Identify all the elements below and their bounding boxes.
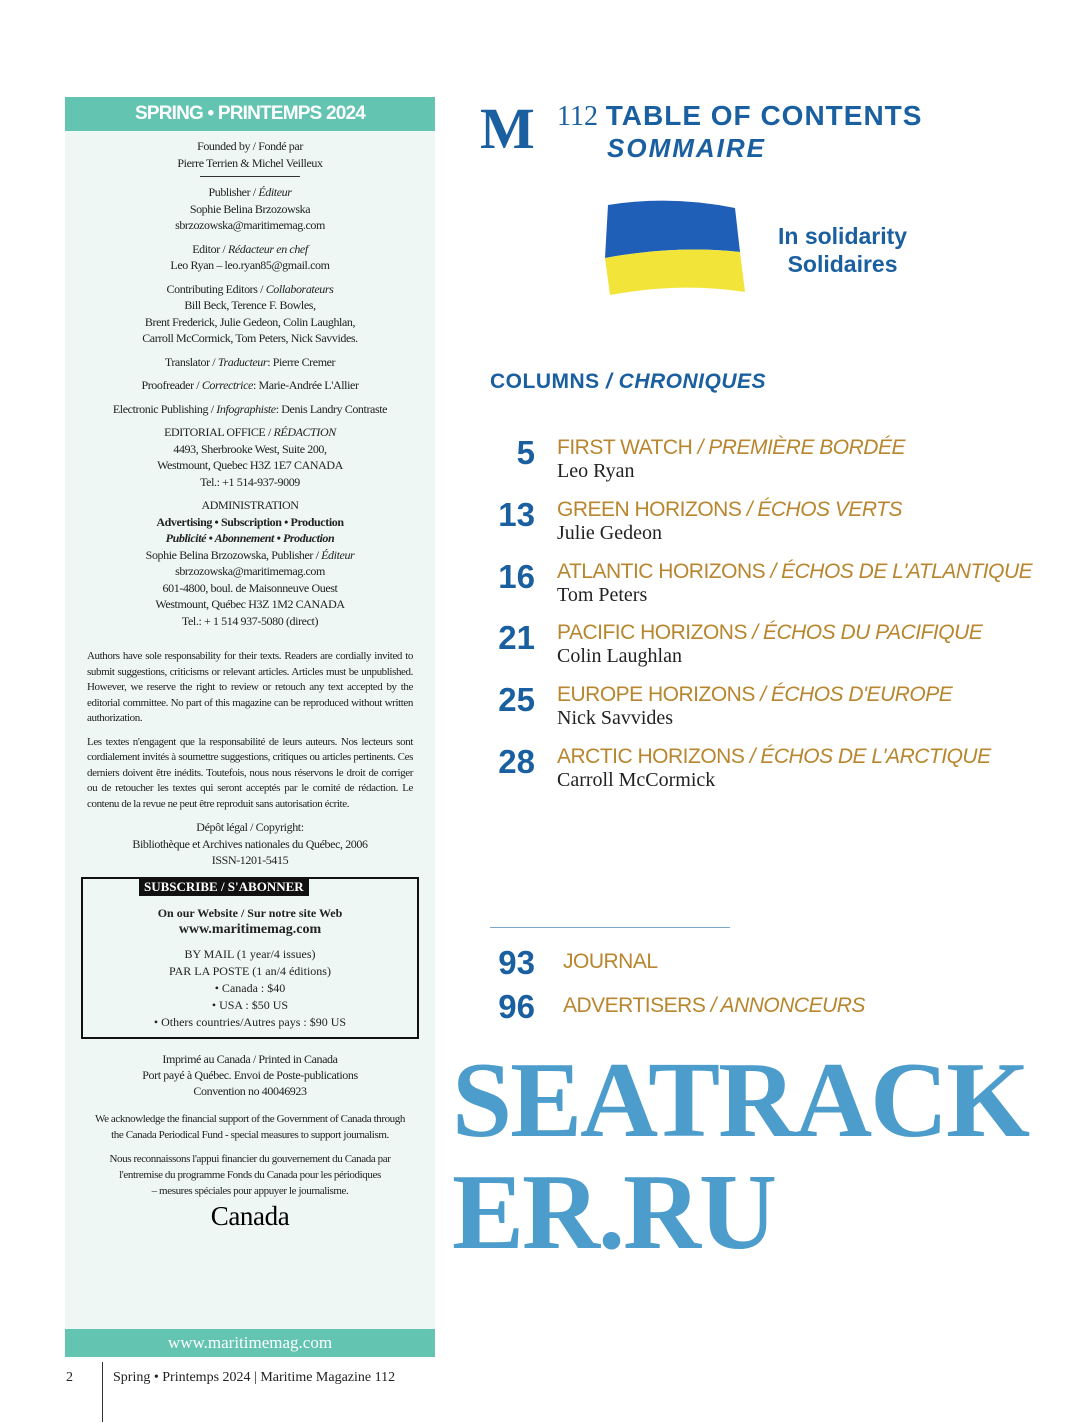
label: Publisher / [208, 185, 259, 199]
value: Sophie Belina Brzozowska, Publisher / [145, 547, 322, 562]
value: Imprimé au Canada / Printed in Canada [162, 1051, 338, 1066]
label: Editor / [192, 241, 228, 256]
value: : Pierre Cremer [267, 354, 336, 369]
heading-en: COLUMNS [490, 370, 600, 393]
toc-entry[interactable] [490, 434, 1050, 494]
label-fr: RÉDACTION [273, 425, 336, 439]
website-link[interactable]: www.maritimemag.com [178, 921, 322, 937]
entry-title [557, 560, 1032, 584]
subscribe-tag: SUBSCRIBE / S'ABONNER [139, 877, 309, 896]
entry-author: Julie Gedeon [557, 522, 662, 544]
divider [490, 927, 730, 928]
label: Electronic Publishing / [112, 401, 217, 416]
label: ADMINISTRATION [201, 498, 299, 512]
value: l'entremise du programme Fonds du Canada pour les périodiques [119, 1168, 381, 1181]
value: Nous reconnaissons l'appui financier du gouvernement du Canada par [109, 1152, 391, 1165]
disclaimer-en: Authors have sole responsability for their texts. Readers are cordially invited to submit suggestions, criticisms or relevant articles. Articles must be unpublished. However, we reserve the right to review or retouch any text accepted by the editorial committee. No part of this magazine can be reproduced without written authorization. [87, 650, 413, 724]
value: Solidaires [787, 251, 898, 277]
price: • Canada : $40 [214, 980, 286, 995]
label: Proofreader / [141, 378, 202, 392]
label: Contributing Editors / [166, 281, 266, 296]
toc-title: TABLE OF CONTENTS [605, 100, 923, 131]
value: Leo Ryan – leo.ryan85@gmail.com [170, 258, 330, 272]
toc-entry[interactable] [490, 496, 1050, 556]
title-en: FIRST WATCH [557, 436, 693, 459]
columns-heading [490, 370, 766, 394]
title-fr: / ÉCHOS D'EUROPE [760, 683, 953, 706]
price: • Others countries/Autres pays : $90 US [153, 1014, 347, 1029]
price: • USA : $50 US [211, 997, 289, 1012]
page-number: 16 [498, 558, 535, 595]
divider [200, 176, 300, 177]
epub-line [65, 401, 435, 418]
label: Translator / [164, 354, 218, 369]
label-fr: Éditeur [258, 185, 292, 199]
label-fr: Collaborateurs [265, 281, 334, 296]
value: the Canada Periodical Fund - special measures to support journalism. [111, 1128, 389, 1141]
value: Pierre Terrien & Michel Veilleux [177, 155, 323, 170]
toc-entry[interactable] [490, 558, 1050, 618]
disclaimer-fr: Les textes n'engagent que la responsabilité de leurs auteurs. Nos lecteurs sont cordialement invités à soumettre suggestions, critiques ou articles pertinents. Ces derniers doivent être inédits. Toutefois, nous nous réservons le droit de corriger ou de retoucher les textes qui seront acceptés par le comité de rédaction. Le contenu de la revue ne peut être reproduit sans autorisation écrite. [87, 735, 413, 810]
office-block [65, 424, 435, 490]
value: Brent Frederick, Julie Gedeon, Colin Laughlan, [144, 314, 356, 329]
value: BY MAIL (1 year/4 issues) [184, 946, 316, 961]
issue-number: 112 [557, 101, 598, 132]
label: On our Website / Sur notre site Web [157, 905, 343, 920]
website-banner[interactable]: www.maritimemag.com [65, 1329, 435, 1357]
page-number: 28 [498, 743, 535, 780]
email: sbrzozowska@maritimemag.com [175, 564, 325, 578]
entry-author: Colin Laughlan [557, 645, 682, 667]
value: We acknowledge the financial support of the Government of Canada through [95, 1112, 405, 1125]
publisher-block [65, 184, 435, 234]
issue-banner: SPRING • PRINTEMPS 2024 [65, 97, 435, 131]
title-en: ARCTIC HORIZONS [557, 745, 745, 768]
entry-author: Leo Ryan [557, 460, 635, 482]
proofreader-line [65, 377, 435, 394]
value: Westmount, Québec H3Z 1M2 CANADA [155, 597, 345, 611]
page-number: 2 [66, 1370, 73, 1385]
toc-entry[interactable] [490, 988, 1050, 1048]
value: 4493, Sherbrooke West, Suite 200, [173, 441, 327, 456]
magazine-logo: M [480, 96, 535, 161]
value: Sophie Belina Brzozowska [189, 201, 311, 216]
value: Bibliothèque et Archives nationales du Québec, 2006 [132, 836, 368, 851]
entry-author: Nick Savvides [557, 707, 674, 729]
translator-line [65, 354, 435, 371]
value: Carroll McCormick, Tom Peters, Nick Savvides. [142, 331, 358, 345]
label-fr: Correctrice [201, 378, 253, 392]
entry-title [563, 994, 865, 1018]
ack-fr [65, 1151, 435, 1199]
label: EDITORIAL OFFICE / [164, 425, 274, 439]
admin-block [65, 497, 435, 629]
printed-block [65, 1051, 435, 1099]
entry-title [557, 436, 905, 460]
toc-entry[interactable] [490, 743, 1050, 803]
value: ISSN-1201-5415 [211, 853, 289, 867]
masthead-sidebar [65, 97, 435, 1357]
value: Bill Beck, Terence F. Bowles, [184, 298, 316, 312]
page-number: 93 [498, 944, 535, 981]
value: : Marie-Andrée L'Allier [252, 378, 359, 392]
page-footer [66, 1370, 395, 1386]
title-en: ATLANTIC HORIZONS [557, 560, 766, 583]
value: Advertising • Subscription • Production [156, 514, 344, 529]
watermark: SEATRACKER.RU [452, 1041, 1029, 1272]
entry-author: Carroll McCormick [557, 769, 716, 791]
page-number: 96 [498, 988, 535, 1025]
title-fr: / ÉCHOS VERTS [746, 498, 903, 521]
title-fr: / ÉCHOS DE L'ARCTIQUE [749, 745, 991, 768]
founders-block [65, 138, 435, 177]
editor-block [65, 241, 435, 274]
title-en: EUROPE HORIZONS [557, 683, 755, 706]
toc-entry[interactable] [490, 619, 1050, 679]
value: : Denis Landry Contraste [275, 401, 388, 416]
ukraine-flag-icon [600, 200, 748, 300]
label-fr: Traducteur [217, 354, 268, 369]
entry-author: Tom Peters [557, 584, 648, 606]
value: Publicité • Abonnement • Production [165, 531, 335, 545]
entry-title [557, 498, 902, 522]
label-fr: Rédacteur en chef [227, 241, 308, 256]
page-number: 21 [498, 619, 535, 656]
title-en: JOURNAL [563, 950, 658, 973]
solidarity-text [778, 222, 907, 278]
value: In solidarity [778, 223, 908, 249]
page-number: 5 [516, 434, 535, 471]
page-number: 25 [498, 681, 535, 718]
value: Tel.: +1 514-937-9009 [200, 474, 300, 489]
title-fr: / PREMIÈRE BORDÉE [697, 436, 905, 459]
entry-title [557, 745, 991, 769]
value: PAR LA POSTE (1 an/4 éditions) [169, 963, 331, 978]
copyright-block [65, 819, 435, 869]
value: Convention no 40046923 [193, 1083, 307, 1098]
value: Port payé à Québec. Envoi de Poste-publications [142, 1067, 358, 1082]
entry-title [563, 950, 658, 974]
title-fr: / ÉCHOS DE L'ATLANTIQUE [770, 560, 1033, 583]
ack-en [65, 1111, 435, 1143]
toc-title-fr: SOMMAIRE [607, 133, 766, 163]
footer-text: Spring • Printemps 2024 | Maritime Magazine 112 [113, 1370, 396, 1385]
title-fr: / ANNONCEURS [710, 994, 865, 1017]
value: Westmount, Quebec H3Z 1E7 CANADA [157, 458, 343, 472]
entry-title [557, 621, 982, 645]
contributors-block [65, 281, 435, 347]
label: Dépôt légal / Copyright: [196, 820, 304, 834]
toc-header [557, 100, 922, 164]
page-number: 13 [498, 496, 535, 533]
value: – mesures spéciales pour appuyer le journalisme. [151, 1184, 349, 1197]
entry-title [557, 683, 952, 707]
value: 601-4800, boul. de Maisonneuve Ouest [162, 580, 338, 595]
canada-wordmark: Canada [210, 1200, 290, 1231]
email: sbrzozowska@maritimemag.com [175, 218, 325, 232]
value: Éditeur [321, 547, 355, 562]
toc-entry[interactable] [490, 681, 1050, 741]
title-en: ADVERTISERS [563, 994, 706, 1017]
title-en: GREEN HORIZONS [557, 498, 742, 521]
title-fr: / ÉCHOS DU PACIFIQUE [752, 621, 983, 644]
label-fr: Infographiste [216, 401, 276, 416]
divider [102, 1362, 103, 1422]
value: Tel.: + 1 514 937-5080 (direct) [181, 613, 319, 628]
label: Founded by / Fondé par [197, 139, 303, 153]
heading-fr: / CHRONIQUES [606, 370, 767, 393]
title-en: PACIFIC HORIZONS [557, 621, 747, 644]
subscribe-box [81, 877, 419, 1039]
